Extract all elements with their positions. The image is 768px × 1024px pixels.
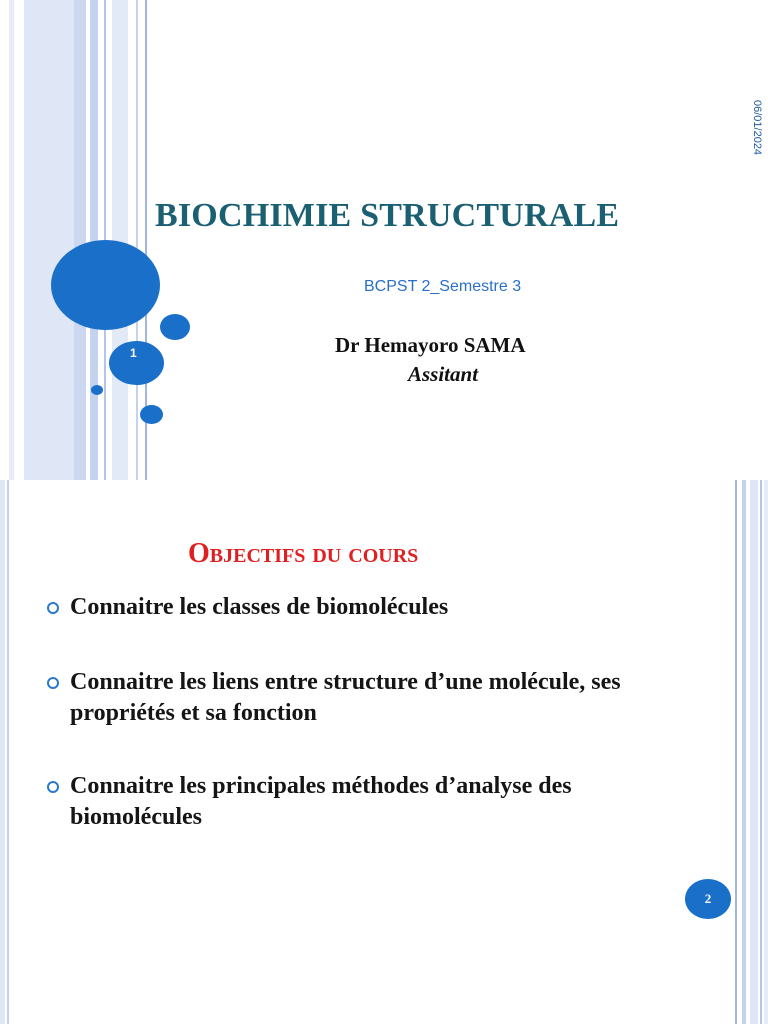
slide-heading: Objectifs du cours [188,538,419,569]
decorative-stripe [764,480,768,1024]
bullet-ring-icon [47,602,59,614]
decorative-stripe [742,480,746,1024]
slide-title: BIOCHIMIE STRUCTURALE [155,197,620,234]
title-slide [0,0,768,480]
slide-page-number: 1 [130,346,137,360]
author-name: Dr Hemayoro SAMA [335,333,526,357]
decorative-stripe [0,480,5,1024]
objective-text: Connaitre les principales méthodes d’analyse des biomolécules [70,773,572,830]
objectives-list [46,592,686,833]
decorative-stripe [136,0,138,480]
objective-text: Connaitre les classes de biomolécules [70,594,449,620]
decorative-stripe [7,480,9,1024]
decorative-stripe [750,480,758,1024]
decorative-stripe [24,0,74,480]
slide-page-number: 2 [685,879,731,919]
decorative-stripe [760,480,762,1024]
list-item [46,592,686,623]
decorative-circle-small [160,314,190,340]
objective-text: Connaitre les liens entre structure d’une molécule, ses propriétés et sa fonction [70,669,621,726]
objectives-slide [0,480,768,1024]
decorative-circle-small [140,405,163,424]
bullet-ring-icon [47,781,59,793]
slide-subtitle: BCPST 2_Semestre 3 [364,278,522,295]
author-role: Assitant [408,362,479,386]
decorative-circle-tiny [91,385,103,395]
decorative-stripe [9,0,14,480]
decorative-stripe [735,480,737,1024]
list-item [46,667,686,729]
list-item [46,771,686,833]
decorative-stripe [74,0,86,480]
decorative-circle-large [51,240,160,330]
slide-date: 06/01/2024 [751,100,763,156]
bullet-ring-icon [47,677,59,689]
